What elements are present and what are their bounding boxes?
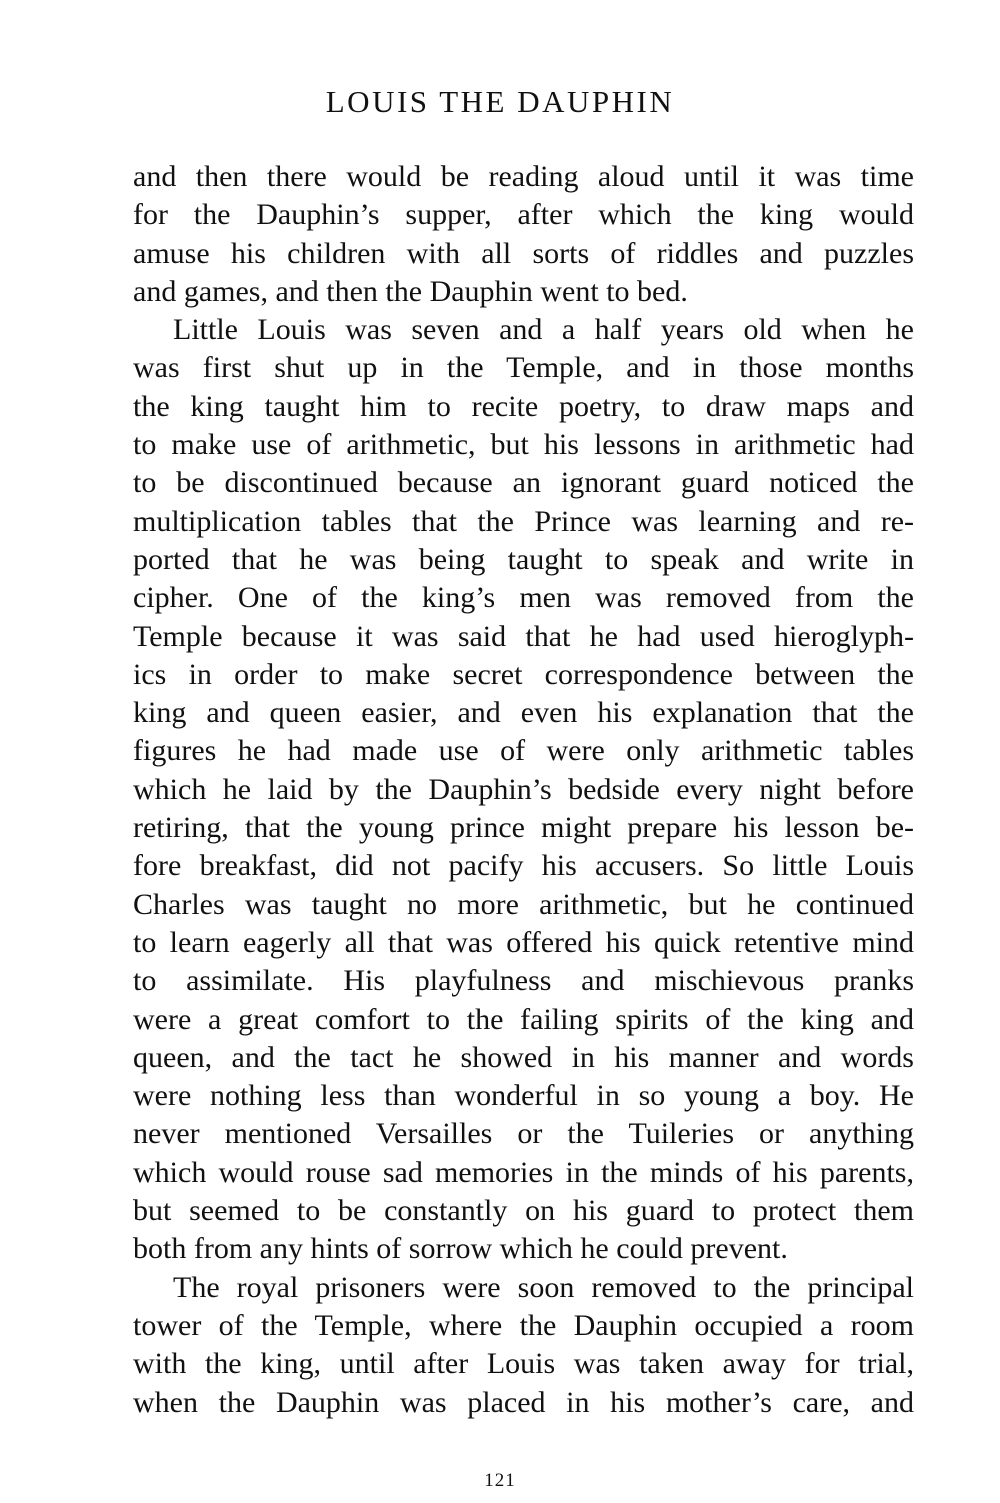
text-line: multiplication tables that the Prince was learning and re- bbox=[133, 504, 914, 538]
text-line: Temple because it was said that he had used hieroglyph- bbox=[133, 619, 914, 653]
text-line: ported that he was being taught to speak and write in bbox=[133, 542, 914, 576]
text-line: but seemed to be constantly on his guard to protect them bbox=[133, 1194, 914, 1228]
text-line: both from any hints of sorrow which he could prevent. bbox=[133, 1232, 788, 1266]
text-line: to assimilate. His playfulness and mischievous pranks bbox=[133, 964, 914, 998]
text-line: retiring, that the young prince might prepare his lesson be- bbox=[133, 811, 914, 845]
text-line: were a great comfort to the failing spirits of the king and bbox=[133, 1002, 914, 1036]
text-line: Little Louis was seven and a half years old when he bbox=[173, 313, 914, 347]
text-line: to be discontinued because an ignorant guard noticed the bbox=[133, 466, 914, 500]
page-number: 121 bbox=[484, 1470, 516, 1491]
page-body-text bbox=[133, 158, 914, 1422]
text-line: tower of the Temple, where the Dauphin occupied a room bbox=[133, 1308, 914, 1342]
text-line: cipher. One of the king’s men was removed from the bbox=[133, 581, 914, 615]
text-line: and then there would be reading aloud until it was time bbox=[133, 160, 914, 193]
text-line: king and queen easier, and even his explanation that the bbox=[133, 696, 914, 730]
text-line: figures he had made use of were only arithmetic tables bbox=[133, 734, 914, 768]
text-line: for the Dauphin’s supper, after which the king would bbox=[133, 198, 914, 232]
text-line: amuse his children with all sorts of riddles and puzzles bbox=[133, 236, 914, 270]
text-line: with the king, until after Louis was taken away for trial, bbox=[133, 1347, 914, 1381]
text-line: never mentioned Versailles or the Tuileries or anything bbox=[133, 1117, 914, 1151]
text-line: was first shut up in the Temple, and in those months bbox=[133, 351, 914, 385]
text-line: the king taught him to recite poetry, to draw maps and bbox=[133, 389, 914, 423]
text-line: fore breakfast, did not pacify his accusers. So little Louis bbox=[133, 849, 914, 883]
text-line: and games, and then the Dauphin went to bed. bbox=[133, 274, 688, 308]
text-line: Charles was taught no more arithmetic, but he continued bbox=[133, 887, 914, 921]
text-line: ics in order to make secret correspondence between the bbox=[133, 657, 914, 691]
text-line: which he laid by the Dauphin’s bedside every night before bbox=[133, 772, 914, 806]
text-line: to make use of arithmetic, but his lessons in arithmetic had bbox=[133, 428, 914, 462]
text-line: which would rouse sad memories in the minds of his parents, bbox=[133, 1155, 914, 1189]
text-line: queen, and the tact he showed in his manner and words bbox=[133, 1040, 914, 1074]
text-line: when the Dauphin was placed in his mother’s care, and bbox=[133, 1385, 914, 1419]
text-line: to learn eagerly all that was offered his quick retentive mind bbox=[133, 925, 914, 959]
text-line: were nothing less than wonderful in so young a boy. He bbox=[133, 1079, 914, 1113]
running-header: LOUIS THE DAUPHIN bbox=[325, 84, 675, 119]
text-line: The royal prisoners were soon removed to the principal bbox=[173, 1270, 914, 1304]
